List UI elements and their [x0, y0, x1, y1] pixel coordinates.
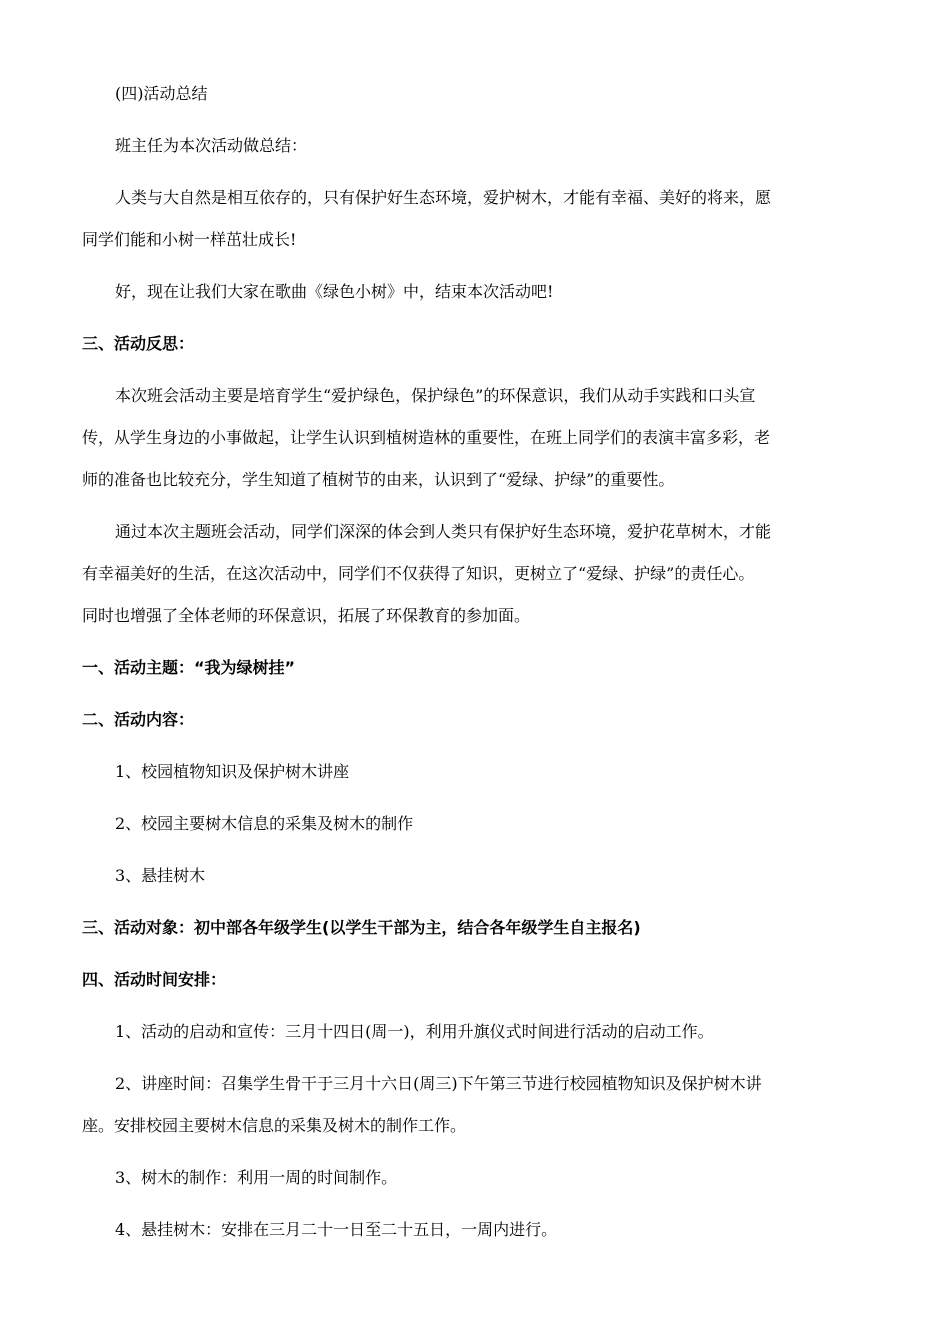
list-item: 1、活动的启动和宣传：三月十四日(周一)，利用升旗仪式时间进行活动的启动工作。	[115, 1022, 714, 1041]
paragraph-line: 师的准备也比较充分，学生知道了植树节的由来，认识到了“爱绿、护绿”的重要性。	[82, 470, 675, 489]
paragraph-line: 同学们能和小树一样茁壮成长!	[82, 230, 297, 249]
section-heading-schedule: 四、活动时间安排：	[82, 970, 227, 989]
list-item: 2、校园主要树木信息的采集及树木的制作	[115, 814, 414, 833]
list-item: 2、讲座时间：召集学生骨干于三月十六日(周三)下午第三节进行校园植物知识及保护树木讲	[115, 1074, 762, 1093]
section-heading-theme: 一、活动主题：“我为绿树挂”	[82, 658, 296, 677]
section-heading-summary: (四)活动总结	[115, 84, 208, 103]
paragraph-line: 本次班会活动主要是培育学生“爱护绿色，保护绿色”的环保意识，我们从动手实践和口头宣	[115, 386, 756, 405]
paragraph-line: 传，从学生身边的小事做起，让学生认识到植树造林的重要性，在班上同学们的表演丰富多彩，老	[82, 428, 771, 447]
list-item: 1、校园植物知识及保护树木讲座	[115, 762, 350, 781]
paragraph-line: 好，现在让我们大家在歌曲《绿色小树》中，结束本次活动吧!	[115, 282, 554, 301]
section-heading-audience: 三、活动对象：初中部各年级学生(以学生干部为主，结合各年级学生自主报名)	[82, 918, 641, 937]
section-heading-content: 二、活动内容：	[82, 710, 195, 729]
section-heading-reflection: 三、活动反思：	[82, 334, 195, 353]
list-item: 3、悬挂树木	[115, 866, 206, 885]
paragraph-line: 座。安排校园主要树木信息的采集及树木的制作工作。	[82, 1116, 467, 1135]
paragraph-line: 同时也增强了全体老师的环保意识，拓展了环保教育的参加面。	[82, 606, 531, 625]
paragraph-line: 人类与大自然是相互依存的，只有保护好生态环境，爱护树木，才能有幸福、美好的将来，愿	[115, 188, 772, 207]
paragraph-line: 有幸福美好的生活，在这次活动中，同学们不仅获得了知识，更树立了“爱绿、护绿”的责任心。	[82, 564, 755, 583]
list-item: 3、树木的制作：利用一周的时间制作。	[115, 1168, 398, 1187]
paragraph-line: 班主任为本次活动做总结：	[115, 136, 308, 155]
list-item: 4、悬挂树木：安排在三月二十一日至二十五日，一周内进行。	[115, 1220, 558, 1239]
paragraph-line: 通过本次主题班会活动，同学们深深的体会到人类只有保护好生态环境，爱护花草树木，才能	[115, 522, 772, 541]
